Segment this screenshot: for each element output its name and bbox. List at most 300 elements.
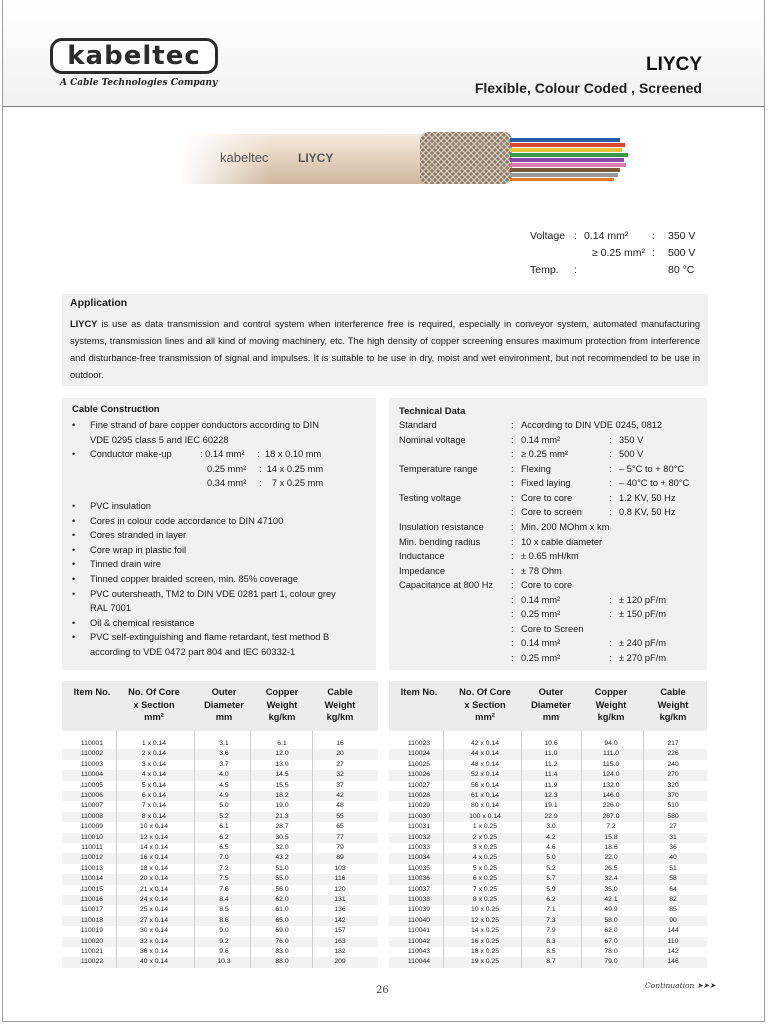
table-row — [389, 853, 707, 863]
table-cell: 110026 — [407, 771, 431, 779]
table-row — [62, 843, 378, 853]
sep: : — [652, 247, 655, 259]
table-cell: 14 x 0.14 — [140, 844, 168, 851]
table-cell: 18.6 — [604, 844, 618, 851]
table-cell: 2 x 0.14 — [141, 750, 167, 758]
table-cell: 110012 — [80, 854, 104, 862]
table-cell: 110044 — [407, 958, 431, 966]
table-cell: 11.2 — [544, 760, 558, 768]
table-cell: 110005 — [80, 781, 104, 789]
table-cell: 15.5 — [275, 781, 289, 789]
table-cell: 62.0 — [604, 927, 618, 935]
list-item: • Cores stranded in layer — [72, 528, 372, 543]
table-cell: 110010 — [80, 833, 104, 841]
table-cell: 44 x 0.14 — [471, 750, 499, 758]
table-cell: 61 x 0.14 — [471, 792, 499, 799]
table-cell: 110037 — [407, 885, 431, 893]
column-header-line: mm² — [144, 712, 164, 722]
table-cell: 24 x 0.14 — [140, 896, 168, 903]
table-cell: 132.0 — [602, 781, 620, 789]
list-item: • Core wrap in plastic foil — [72, 543, 372, 558]
makeup-value: 7 x 0.25 mm — [271, 478, 324, 489]
tech-value: Flexing — [521, 463, 551, 474]
table-cell: 7 x 0.14 — [141, 802, 167, 810]
table-row — [389, 937, 707, 947]
table-cell: 11.0 — [544, 750, 558, 758]
table-cell: 6.2 — [219, 833, 229, 841]
application-panel — [62, 294, 708, 386]
tech-sep: : — [609, 434, 612, 445]
table-cell: 3.0 — [546, 823, 556, 831]
list-item: according to VDE 0472 part 804 and IEC 60332-1 — [90, 646, 296, 657]
table-cell: 27 x 0.14 — [140, 916, 168, 924]
tech-label: Impedance — [399, 565, 445, 576]
cable-cores — [510, 138, 628, 181]
table-cell: 22.0 — [604, 854, 618, 862]
table-cell: 83.0 — [275, 948, 289, 955]
table-cell: 110025 — [407, 760, 431, 768]
table-cell: 1 x 0.14 — [141, 740, 167, 747]
table-cell: 2 x 0.25 — [472, 833, 498, 841]
application-lead: LIYCY — [70, 319, 98, 329]
sep: : — [574, 264, 577, 276]
makeup-value: 18 x 0.10 mm — [264, 449, 322, 460]
voltage-value: 350 V — [668, 230, 696, 242]
table-cell: 3.6 — [219, 750, 229, 758]
table-row — [389, 822, 707, 832]
table-cell: 115.0 — [602, 760, 620, 768]
table-cell: 136 — [334, 906, 346, 914]
list-item: • PVC insulation — [72, 499, 372, 514]
table-row — [62, 801, 378, 811]
table-cell: 110021 — [80, 948, 104, 955]
table-cell: 8.7 — [546, 958, 556, 966]
table-row — [62, 853, 378, 863]
column-header-line: Copper — [594, 687, 628, 697]
table-cell: 58.0 — [604, 916, 618, 924]
tech-result: ± 240 pF/m — [619, 638, 666, 648]
table-cell: 110004 — [80, 771, 104, 779]
tech-value: 0.25 mm² — [521, 609, 561, 619]
table-cell: 7.2 — [606, 823, 616, 831]
table-cell: 1 x 0.25 — [472, 823, 498, 831]
table-cell: 30 x 0.14 — [140, 927, 168, 935]
tech-sep: : — [609, 463, 612, 474]
table-cell: 370 — [667, 792, 679, 799]
table-cell: 18 x 0.14 — [140, 864, 168, 872]
page-subtitle: Flexible, Colour Coded , Screened — [474, 80, 702, 96]
table-row — [389, 749, 707, 759]
table-cell: 21 x 0.14 — [140, 885, 168, 893]
table-cell: 37 — [336, 781, 344, 789]
column-header-line: No. Of Core — [128, 687, 180, 697]
list-item: 0.34 mm² : 7 x 0.25 mm — [72, 476, 372, 491]
table-row — [389, 895, 707, 905]
tech-sep: : — [511, 463, 514, 474]
table-header-left — [62, 681, 378, 731]
table-cell: 131 — [334, 896, 346, 903]
table-cell: 18 x 0.25 — [471, 948, 499, 955]
application-body: is use as data transmission and control system when interference free is required, especially in conveyor system, automated manufacturing systems, transmission lines and all kind of moving machinery, etc. The high density of copper screening ensures maximum protection from interference and disturbance-free transmission of signal and impulses. It is suitable to be use in dry, moist and wet environment, but not recommended to be use in outdoor. — [70, 319, 700, 380]
table-row — [389, 843, 707, 853]
table-cell: 580 — [667, 812, 679, 820]
table-cell: 32 — [336, 771, 344, 779]
table-cell: 7 x 0.25 — [472, 885, 498, 893]
voltage-size: ≥ 0.25 mm² — [592, 247, 646, 259]
table-cell: 4.6 — [546, 844, 556, 851]
table-row — [62, 749, 378, 759]
table-cell: 6 x 0.25 — [472, 875, 498, 883]
tech-value: Core to Screen — [521, 623, 584, 634]
application-heading: Application — [70, 297, 128, 309]
table-cell: 88.0 — [275, 958, 289, 966]
table-cell: 7.5 — [219, 875, 229, 883]
table-row — [62, 739, 378, 749]
column-header — [389, 686, 449, 699]
column-header-line: mm — [542, 712, 560, 722]
table-cell: 270 — [667, 771, 679, 779]
table-cell: 27 — [336, 760, 344, 768]
table-cell: 110027 — [407, 781, 431, 789]
tech-sep: : — [609, 638, 612, 648]
column-header — [62, 686, 122, 699]
table-row — [62, 781, 378, 791]
table-cell: 10.3 — [217, 958, 231, 966]
list-item: RAL 7001 — [90, 603, 132, 614]
table-row — [62, 926, 378, 936]
table-row — [62, 760, 378, 770]
table-cell: 110032 — [407, 833, 431, 841]
table-cell: 3 x 0.14 — [141, 760, 167, 768]
tech-sep: : — [511, 522, 514, 532]
tech-label: Standard — [399, 420, 437, 430]
table-cell: 69.0 — [275, 927, 289, 935]
table-row — [389, 916, 707, 926]
makeup-value: 14 x 0.25 mm — [266, 463, 324, 474]
cable-print-brand: kabeltec — [220, 150, 269, 165]
table-cell: 36 x 0.14 — [140, 948, 168, 955]
tech-sep: : — [511, 492, 514, 503]
tech-sep: : — [511, 434, 514, 445]
table-cell: 42.1 — [604, 896, 618, 903]
table-cell: 110043 — [407, 948, 431, 955]
table-cell: 111.0 — [603, 750, 619, 758]
voltage-size: 0.14 mm² — [584, 230, 629, 242]
table-cell: 8.5 — [546, 948, 556, 955]
column-header-line: Item No. — [400, 687, 438, 697]
table-row — [62, 905, 378, 915]
table-cell: 20 x 0.14 — [140, 875, 168, 883]
column-divider — [194, 731, 195, 968]
table-cell: 19.1 — [544, 802, 558, 810]
table-cell: 7.2 — [219, 864, 229, 872]
table-cell: 16 x 0.14 — [140, 854, 168, 862]
table-row — [389, 760, 707, 770]
column-header-line: Weight — [266, 699, 298, 710]
column-header-line: kg/km — [597, 712, 625, 722]
logo-wordmark: kabeltec — [50, 38, 218, 74]
tech-sep: : — [609, 449, 612, 459]
table-cell: 320 — [667, 781, 679, 789]
column-header-line: mm² — [475, 712, 495, 722]
table-cell: 51.0 — [275, 864, 289, 872]
tech-label: Min. bending radius — [399, 536, 481, 547]
tech-label: Insulation resistance — [399, 522, 484, 532]
column-divider — [643, 731, 644, 968]
table-cell: 12.3 — [544, 792, 558, 799]
table-cell: 6 x 0.14 — [141, 792, 167, 799]
table-cell: 7.6 — [219, 885, 229, 893]
table-cell: 43.2 — [275, 854, 289, 862]
voltage-value: 500 V — [668, 247, 696, 259]
table-cell: 9.0 — [219, 927, 229, 935]
table-row — [389, 833, 707, 843]
table-cell: 76.0 — [275, 937, 289, 945]
construction-panel — [62, 398, 376, 670]
table-cell: 5 x 0.25 — [472, 864, 498, 872]
temp-value: 80 °C — [668, 264, 695, 276]
column-header-line: x Section — [464, 699, 506, 710]
list-item: • PVC outersheath, TM2 to DIN VDE 0281 part 1, colour grey — [72, 587, 372, 602]
table-cell: 5.0 — [219, 802, 229, 810]
table-cell: 7.3 — [546, 916, 556, 924]
list-item: • Oil & chemical resistance — [72, 616, 372, 631]
table-row — [389, 926, 707, 936]
makeup-label: Conductor make-up — [90, 449, 172, 460]
logo-tagline: A Cable Technologies Company — [60, 78, 218, 88]
table-cell: 110006 — [80, 792, 104, 799]
table-cell: 267.0 — [602, 812, 620, 820]
tech-sep: : — [511, 638, 514, 648]
table-row — [389, 801, 707, 811]
tech-sep: : — [609, 478, 612, 488]
table-cell: 65.0 — [275, 916, 289, 924]
table-cell: 3 x 0.25 — [472, 844, 498, 851]
list-item: • Conductor make-up : 0.14 mm² : 18 x 0.10 mm — [72, 447, 372, 462]
tech-sep: : — [511, 507, 514, 517]
table-row — [62, 885, 378, 895]
brand-logo — [50, 38, 220, 88]
table-cell: 8 x 0.14 — [141, 812, 167, 820]
table-cell: 103 — [334, 864, 346, 872]
tech-sep: : — [511, 420, 514, 430]
table-cell: 226.0 — [602, 802, 620, 810]
tech-value: Fixed laying — [521, 478, 571, 488]
table-cell: 110028 — [407, 792, 431, 799]
makeup-size: 0.25 mm² — [207, 463, 247, 474]
column-header-line: kg/km — [268, 712, 296, 722]
table-cell: 11.9 — [544, 781, 558, 789]
table-cell: 6.1 — [277, 740, 287, 747]
table-cell: 142 — [667, 948, 679, 955]
table-cell: 4.0 — [219, 771, 229, 779]
tech-sep: : — [609, 492, 612, 503]
tech-sep: : — [511, 652, 514, 663]
table-cell: 55 — [336, 812, 344, 820]
table-cell: 5.2 — [546, 864, 556, 872]
table-cell: 67.0 — [604, 937, 618, 945]
table-cell: 3.1 — [219, 740, 229, 747]
table-cell: 9.6 — [219, 948, 229, 955]
makeup-size: 0.34 mm² — [207, 478, 247, 489]
table-cell: 110013 — [80, 864, 104, 872]
table-cell: 42 — [336, 792, 344, 799]
tech-sep: : — [511, 536, 514, 547]
table-cell: 4 x 0.25 — [472, 854, 498, 862]
column-header-line: No. Of Core — [459, 687, 511, 697]
table-cell: 56.0 — [275, 885, 289, 893]
table-cell: 5.2 — [219, 812, 229, 820]
table-cell: 21.3 — [275, 812, 289, 820]
table-cell: 10 x 0.14 — [140, 823, 168, 831]
tech-result: 500 V — [619, 449, 644, 459]
table-cell: 110018 — [80, 916, 104, 924]
table-cell: 7.1 — [546, 906, 556, 914]
list-item: VDE 0295 class 5 and IEC 60228 — [90, 434, 229, 445]
tech-result: 350 V — [619, 434, 644, 445]
table-cell: 14.5 — [275, 771, 289, 779]
column-header — [194, 686, 254, 724]
table-header-right — [389, 681, 707, 731]
table-cell: 110008 — [80, 812, 104, 820]
column-header-line: Weight — [657, 699, 689, 710]
table-cell: 209 — [334, 958, 346, 966]
table-cell: 94.0 — [604, 740, 618, 747]
table-cell: 226 — [667, 750, 679, 758]
column-header-line: kg/km — [326, 712, 354, 722]
table-cell: 144 — [667, 927, 679, 935]
table-cell: 15.8 — [604, 833, 618, 841]
construction-heading: Cable Construction — [72, 404, 160, 415]
tech-label: Temperature range — [399, 463, 478, 474]
table-cell: 110014 — [80, 875, 104, 883]
table-cell: 11.4 — [544, 771, 558, 779]
table-cell: 4.5 — [219, 781, 229, 789]
table-cell: 64 — [669, 885, 677, 893]
column-header — [119, 686, 189, 724]
table-cell: 10.6 — [544, 740, 558, 747]
table-cell: 110024 — [407, 750, 431, 758]
table-cell: 13.0 — [275, 760, 289, 768]
table-cell: 142 — [334, 916, 346, 924]
tech-sep: : — [511, 623, 514, 634]
table-cell: 110011 — [81, 844, 103, 851]
tech-sep: : — [609, 609, 612, 619]
table-cell: 4.2 — [546, 833, 556, 841]
tech-label: Nominal voltage — [399, 434, 466, 445]
table-cell: 25 x 0.14 — [140, 906, 168, 914]
application-text — [70, 316, 700, 384]
table-cell: 110033 — [407, 844, 431, 851]
table-row — [62, 822, 378, 832]
table-cell: 4 x 0.14 — [141, 771, 167, 779]
table-cell: 110023 — [407, 740, 431, 747]
column-divider — [521, 731, 522, 968]
table-cell: 163 — [334, 937, 346, 945]
column-header-line: Outer — [538, 687, 564, 697]
tech-value: 0.14 mm² — [521, 638, 561, 648]
table-cell: 89 — [336, 854, 344, 862]
table-cell: 79 — [336, 844, 344, 851]
page-title: LIYCY — [646, 54, 702, 75]
column-header-line: Copper — [265, 687, 299, 697]
table-cell: 14 x 0.25 — [471, 927, 499, 935]
column-header-line: Weight — [324, 699, 356, 710]
table-cell: 52 x 0.14 — [471, 771, 499, 779]
table-row — [62, 937, 378, 947]
tech-sep: : — [511, 594, 514, 605]
table-cell: 65 — [336, 823, 344, 831]
list-item: • PVC self-extinguishing and flame retardant, test method B — [72, 630, 372, 645]
table-cell: 12.0 — [275, 750, 289, 758]
table-cell: 110022 — [80, 958, 104, 966]
table-cell: 82 — [669, 896, 677, 903]
table-cell: 110019 — [80, 927, 104, 935]
table-cell: 77 — [336, 833, 344, 841]
table-cell: 110001 — [80, 740, 104, 747]
tech-label: Testing voltage — [399, 492, 462, 503]
table-cell: 110017 — [80, 906, 104, 914]
table-cell: 157 — [334, 927, 346, 935]
table-cell: 8.3 — [546, 937, 556, 945]
table-cell: 110009 — [80, 823, 104, 831]
table-row — [62, 895, 378, 905]
column-header-line: Cable — [327, 687, 353, 697]
table-row — [389, 791, 707, 801]
table-cell: 116 — [334, 875, 346, 883]
tech-result: – 5°C to + 80°C — [619, 463, 685, 474]
table-cell: 22.9 — [544, 812, 558, 820]
tech-value: 0.14 mm² — [521, 594, 561, 605]
tech-value: Core to core — [521, 492, 573, 503]
column-divider — [443, 731, 444, 968]
table-cell: 26.5 — [604, 864, 618, 872]
table-cell: 8.5 — [219, 906, 229, 914]
table-row — [389, 864, 707, 874]
tech-sep: : — [511, 609, 514, 619]
table-cell: 182 — [334, 948, 346, 955]
column-divider — [312, 731, 313, 968]
tech-value: 10 x cable diameter — [521, 536, 603, 547]
column-header-line: Item No. — [73, 687, 111, 697]
table-cell: 5.0 — [546, 854, 556, 862]
column-header — [644, 686, 702, 724]
column-divider — [250, 731, 251, 968]
table-cell: 5.7 — [546, 875, 556, 883]
table-cell: 110030 — [407, 812, 431, 820]
table-cell: 110036 — [407, 875, 431, 883]
tech-value: Core to screen — [521, 507, 582, 517]
table-cell: 7.0 — [219, 854, 229, 862]
table-cell: 19.0 — [275, 802, 289, 810]
tech-value: ± 78 Ohm — [521, 565, 562, 576]
table-cell: 6.1 — [219, 823, 229, 831]
tech-result: 1.2 KV, 50 Hz — [619, 492, 676, 503]
column-header — [254, 686, 310, 724]
column-header — [583, 686, 639, 724]
table-cell: 80 x 0.14 — [471, 802, 499, 810]
table-cell: 61.0 — [275, 906, 289, 914]
table-cell: 120 — [334, 885, 346, 893]
table-row — [62, 947, 378, 957]
tech-value: Min. 200 MOhm x km — [521, 522, 610, 532]
table-row — [389, 957, 707, 967]
table-cell: 5.9 — [546, 885, 556, 893]
table-cell: 56 x 0.14 — [471, 781, 499, 789]
table-cell: 16 x 0.25 — [471, 937, 499, 945]
tech-sep: : — [511, 551, 514, 561]
table-cell: 20 — [336, 750, 344, 758]
